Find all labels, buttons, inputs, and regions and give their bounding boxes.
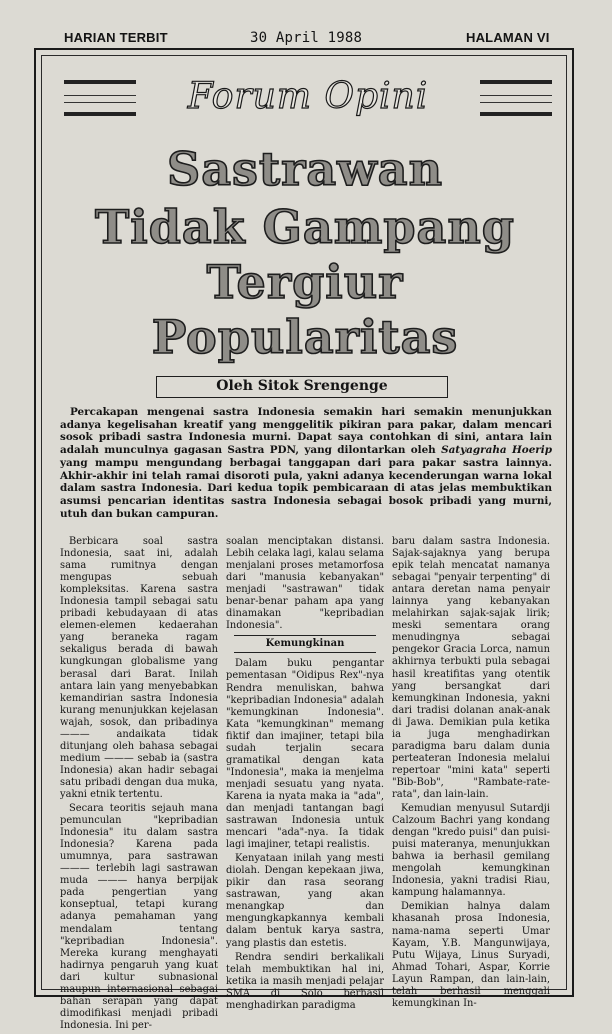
paragraph: soalan menciptakan distansi. Lebih celaka lagi, kalau selama menjalani proses metamorfosa dari "manusia kebanyakan" menjadi "sastrawan" tidak benar-benar paham apa yang dinamakan "kepribadian Indonesia".	[226, 536, 384, 632]
headline-line-1: Sastrawan	[166, 142, 444, 196]
lead-text-2: yang mampu mengundang berbagai tanggapan dari para pakar sastra lainnya. Akhir-akhir ini telah ramai disoroti pula, yakni adanya kecenderungan warna lokal dalam sastra Indonesia. Dari kedua topik pembicaraan di atas jelas membuktikan asumsi pencarian identitas sastra Indonesia sebagai bosok pribadi yang murni, utuh dan bukan campuran.	[60, 456, 552, 520]
banner-rule-left	[64, 80, 136, 116]
section-title: Forum Opini	[187, 76, 429, 117]
page-number: HALAMAN VI	[466, 30, 550, 45]
body-column-2	[226, 536, 384, 1014]
paragraph: Kenyataan inilah yang mesti diolah. Dengan kepekaan jiwa, pikir dan rasa seorang sastrawan, yang akan menangkap dan mengungkapkannya kembali dalam bentuk karya sastra, yang plastis dan estetis.	[226, 853, 384, 949]
byline: Oleh Sitok Srengenge	[156, 376, 448, 398]
headline-line-2: Tidak Gampang	[95, 200, 515, 254]
paragraph: Demikian halnya dalam khasanah prosa Indonesia, nama-nama seperti Umar Kayam, Y.B. Mangunwijaya, Putu Wijaya, Linus Suryadi, Ahmad Tohari, Aspar, Korrie Layun Rampan, dan lain-lain, telah berhasil menggali kemungkinan In-	[392, 901, 550, 1009]
paragraph: Secara teoritis sejauh mana pemunculan "kepribadian Indonesia" itu dalam sastra Indonesia? Karena pada umumnya, para sastrawan ——— terlebih lagi sastrawan muda ——— hanya berpijak pada pengertian yang konseptual, tetapi kurang adanya pemahaman yang mendalam tentang "kepribadian Indonesia". Mereka kurang menghayati hadirnya pengaruh yang kuat dari kultur subnasional maupun internasional sebagai bahan serapan yang dapat dimodifikasi menjadi pribadi Indonesia. Ini per-	[60, 803, 218, 1031]
newspaper-name: HARIAN TERBIT	[64, 30, 168, 45]
subheading: Kemungkinan	[234, 635, 376, 653]
body-column-1	[60, 536, 218, 1034]
body-column-3	[392, 536, 550, 1012]
headline-line-4: Popularitas	[151, 310, 459, 364]
lead-paragraph	[60, 406, 552, 520]
lead-italic-name: Satyagraha Hoerip	[441, 444, 552, 457]
paragraph: Dalam buku pengantar pementasan "Oidipus Rex"-nya Rendra menuliskan, bahwa "kepribadian Indonesia" adalah "kemungkinan Indonesia". Kata "kemungkinan" memang fiktif dan imajiner, tetapi bila sudah terjalin secara gramatikal dengan kata "Indonesia", maka ia menjelma menjadi sesuatu yang nyata. Karena ia nyata maka ia "ada", dan menjadi tantangan bagi sastrawan Indonesia untuk mencari "ada"-nya. Ia tidak lagi imajiner, tetapi realistis.	[226, 658, 384, 851]
paragraph: Rendra sendiri berkalikali telah membuktikan hal ini, ketika ia masih menjadi pelajar SMA di Solo berhasil menghadirkan paradigma	[226, 951, 384, 1011]
headline-line-3: Tergiur	[206, 255, 404, 309]
banner-rule-right	[480, 80, 552, 116]
paragraph: baru dalam sastra Indonesia. Sajak-sajaknya yang berupa epik telah mencatat namanya sebagai "penyair terpenting" di antara deretan nama penyair lainnya yang kebanyakan melahirkan sajak-sajak lirik; meski sementara orang menudingnya sebagai pengekor Gracia Lorca, namun akhirnya terbukti pula sebagai hasil kreatifitas yang otentik yang bersangkat dari kemungkinan Indonesia, yakni dari tradisi dolanan anak-anak di Jawa. Demikian pula ketika ia juga menghadirkan paradigma baru dalam dunia perteateran Indonesia melalui repertoar "mini kata" seperti "Bib-Bob", "Rambate-rate-rata", dan lain-lain.	[392, 536, 550, 800]
forum-banner	[64, 74, 552, 120]
lead-text-1: Percakapan mengenai sastra Indonesia semakin hari semakin menunjukkan adanya kegelisahan kreatif yang menggelitik pikiran para pakar, dalam mencari sosok pribadi sastra Indonesia murni. Dapat saya contohkan di sini, antara lain adalah munculnya gagasan Sastra PDN, yang dilontarkan oleh	[60, 406, 552, 457]
publication-date: 30 April 1988	[250, 30, 363, 46]
paragraph: Berbicara soal sastra Indonesia, saat ini, adalah sama rumitnya dengan mengupas sebuah kompleksitas. Karena sastra Indonesia tampil sebagai satu pribadi kebudayaan di atas elemen-elemen kedaerahan yang beraneka ragam sekaligus berada di bawah kungkungan globalisme yang berasal dari Barat. Inilah antara lain yang menyebabkan kemandirian sastra Indonesia kurang menunjukkan kejelasan wajah, sosok, dan pribadinya ——— andaikata tidak ditunjang oleh bahasa sebagai medium ——— sebab ia (sastra Indonesia) akan hadir sebagai satu pribadi dengan dua muka, yakni etnik tertentu.	[60, 536, 218, 800]
paragraph: Kemudian menyusul Sutardji Calzoum Bachri yang kondang dengan "kredo puisi" dan puisi-puisi materanya, menunjukkan bahwa ia berhasil gemilang mengolah kemungkinan Indonesia, yakni tradisi Riau, kampung halamannya.	[392, 803, 550, 899]
headline	[60, 142, 550, 365]
